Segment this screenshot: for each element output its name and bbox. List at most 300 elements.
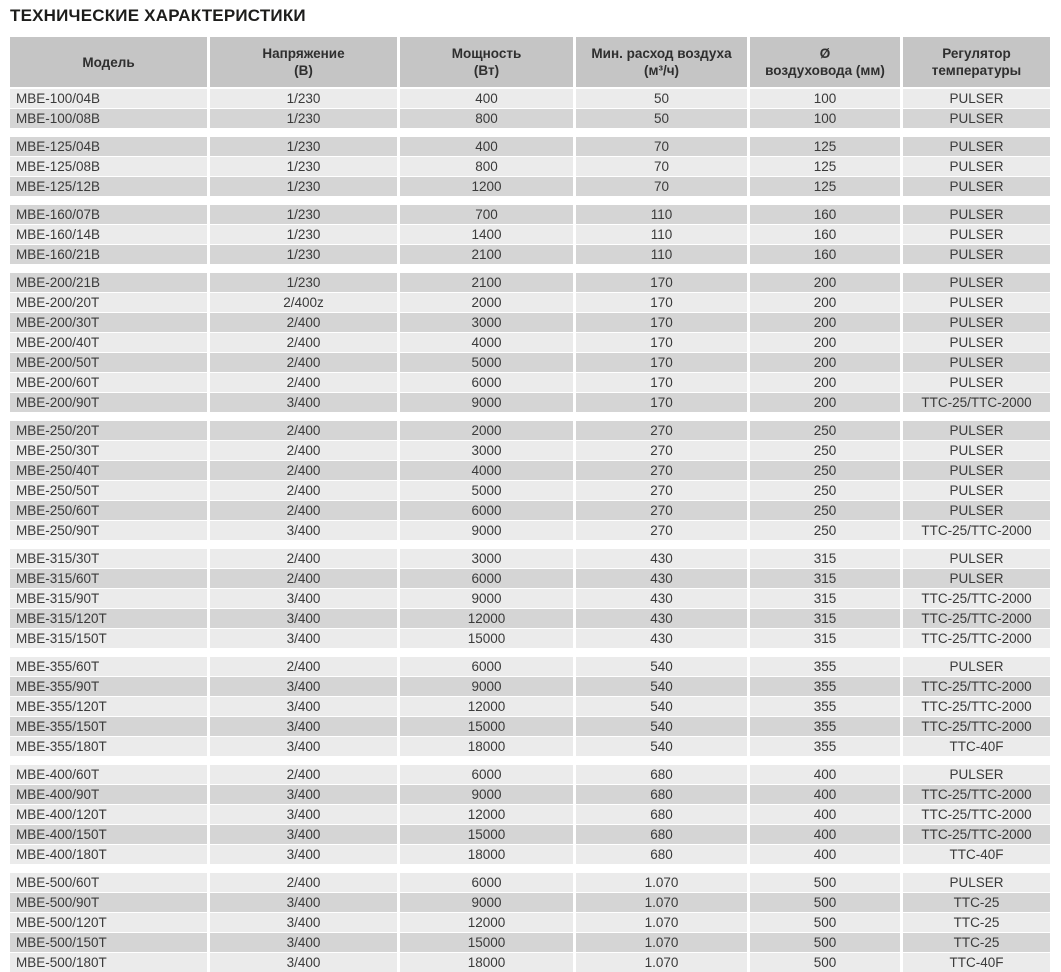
cell-power: 12000 (400, 609, 573, 628)
cell-voltage: 3/400 (210, 677, 397, 696)
cell-model: MBE-160/14B (10, 225, 207, 244)
table-row (10, 845, 1050, 864)
cell-power: 15000 (400, 629, 573, 648)
cell-diameter: 125 (750, 177, 900, 196)
cell-model: MBE-250/50T (10, 481, 207, 500)
table-row (10, 629, 1050, 648)
cell-regulator: PULSER (903, 569, 1050, 588)
cell-model: MBE-355/150T (10, 717, 207, 736)
table-row (10, 657, 1050, 676)
cell-voltage: 3/400 (210, 933, 397, 952)
table-row (10, 353, 1050, 372)
cell-airflow: 110 (576, 205, 747, 224)
cell-airflow: 680 (576, 845, 747, 864)
cell-regulator: PULSER (903, 273, 1050, 292)
cell-voltage: 2/400 (210, 421, 397, 440)
cell-diameter: 125 (750, 137, 900, 156)
cell-airflow: 270 (576, 481, 747, 500)
cell-regulator: PULSER (903, 765, 1050, 784)
table-row (10, 177, 1050, 196)
column-header-label: Модель (82, 54, 135, 70)
cell-airflow: 170 (576, 273, 747, 292)
table-row (10, 89, 1050, 108)
cell-diameter: 355 (750, 697, 900, 716)
cell-voltage: 3/400 (210, 629, 397, 648)
cell-diameter: 400 (750, 845, 900, 864)
cell-airflow: 540 (576, 737, 747, 756)
cell-model: MBE-250/60T (10, 501, 207, 520)
table-row (10, 313, 1050, 332)
cell-airflow: 50 (576, 109, 747, 128)
cell-voltage: 1/230 (210, 137, 397, 156)
cell-voltage: 2/400 (210, 481, 397, 500)
cell-voltage: 2/400 (210, 765, 397, 784)
cell-voltage: 3/400 (210, 785, 397, 804)
cell-airflow: 1.070 (576, 933, 747, 952)
cell-regulator: TTC-40F (903, 953, 1050, 972)
column-header-unit: (Вт) (473, 63, 500, 78)
cell-voltage: 1/230 (210, 273, 397, 292)
cell-diameter: 125 (750, 157, 900, 176)
cell-airflow: 110 (576, 225, 747, 244)
cell-diameter: 250 (750, 441, 900, 460)
column-header-label: Мощность (451, 46, 522, 61)
table-row (10, 737, 1050, 756)
column-header-unit: (В) (294, 63, 313, 78)
table-row (10, 157, 1050, 176)
table-row (10, 521, 1050, 540)
page-title: ТЕХНИЧЕСКИЕ ХАРАКТЕРИСТИКИ (10, 6, 306, 25)
cell-model: MBE-400/60T (10, 765, 207, 784)
cell-regulator: PULSER (903, 501, 1050, 520)
column-header-model (10, 37, 207, 87)
cell-model: MBE-315/30T (10, 549, 207, 568)
table-row (10, 893, 1050, 912)
cell-voltage: 1/230 (210, 245, 397, 264)
column-header-voltage (210, 37, 397, 87)
cell-voltage: 2/400 (210, 569, 397, 588)
cell-diameter: 200 (750, 313, 900, 332)
cell-model: MBE-250/20T (10, 421, 207, 440)
cell-voltage: 3/400 (210, 609, 397, 628)
cell-model: MBE-125/12B (10, 177, 207, 196)
table-row (10, 589, 1050, 608)
cell-regulator: PULSER (903, 313, 1050, 332)
model-series-group (10, 137, 1050, 196)
column-header-label: Напряжение (262, 46, 345, 61)
cell-regulator: PULSER (903, 137, 1050, 156)
cell-airflow: 1.070 (576, 873, 747, 892)
cell-model: MBE-400/120T (10, 805, 207, 824)
model-series-group (10, 273, 1050, 412)
cell-airflow: 540 (576, 677, 747, 696)
cell-power: 800 (400, 157, 573, 176)
cell-regulator: PULSER (903, 333, 1050, 352)
cell-power: 12000 (400, 805, 573, 824)
cell-power: 9000 (400, 521, 573, 540)
cell-diameter: 355 (750, 657, 900, 676)
cell-diameter: 500 (750, 933, 900, 952)
cell-model: MBE-250/30T (10, 441, 207, 460)
cell-model: MBE-355/180T (10, 737, 207, 756)
cell-diameter: 400 (750, 825, 900, 844)
cell-regulator: TTC-25/TTC-2000 (903, 697, 1050, 716)
cell-model: MBE-160/21B (10, 245, 207, 264)
cell-regulator: TTC-25/TTC-2000 (903, 629, 1050, 648)
cell-airflow: 430 (576, 569, 747, 588)
cell-model: MBE-315/120T (10, 609, 207, 628)
table-row (10, 677, 1050, 696)
cell-model: MBE-100/08B (10, 109, 207, 128)
cell-airflow: 270 (576, 501, 747, 520)
table-row (10, 293, 1050, 312)
cell-diameter: 400 (750, 765, 900, 784)
table-row (10, 953, 1050, 972)
cell-diameter: 100 (750, 89, 900, 108)
table-row (10, 205, 1050, 224)
cell-airflow: 680 (576, 825, 747, 844)
cell-regulator: PULSER (903, 657, 1050, 676)
cell-regulator: TTC-25/TTC-2000 (903, 393, 1050, 412)
cell-airflow: 1.070 (576, 893, 747, 912)
cell-airflow: 170 (576, 333, 747, 352)
cell-diameter: 355 (750, 737, 900, 756)
cell-model: MBE-355/120T (10, 697, 207, 716)
cell-regulator: TTC-25/TTC-2000 (903, 589, 1050, 608)
cell-voltage: 1/230 (210, 205, 397, 224)
cell-voltage: 2/400 (210, 441, 397, 460)
cell-airflow: 70 (576, 177, 747, 196)
cell-airflow: 70 (576, 157, 747, 176)
cell-diameter: 315 (750, 569, 900, 588)
model-series-group (10, 873, 1050, 972)
cell-voltage: 2/400 (210, 313, 397, 332)
table-row (10, 245, 1050, 264)
cell-regulator: TTC-25/TTC-2000 (903, 677, 1050, 696)
cell-airflow: 540 (576, 657, 747, 676)
cell-regulator: PULSER (903, 177, 1050, 196)
table-row (10, 461, 1050, 480)
cell-airflow: 540 (576, 697, 747, 716)
cell-power: 800 (400, 109, 573, 128)
cell-regulator: PULSER (903, 373, 1050, 392)
cell-diameter: 355 (750, 717, 900, 736)
cell-diameter: 315 (750, 589, 900, 608)
cell-voltage: 1/230 (210, 177, 397, 196)
cell-model: MBE-500/150T (10, 933, 207, 952)
column-header-diameter (750, 37, 900, 87)
cell-model: MBE-125/04B (10, 137, 207, 156)
cell-power: 6000 (400, 373, 573, 392)
cell-voltage: 1/230 (210, 109, 397, 128)
cell-regulator: PULSER (903, 481, 1050, 500)
cell-model: MBE-250/40T (10, 461, 207, 480)
cell-regulator: TTC-25/TTC-2000 (903, 609, 1050, 628)
table-row (10, 785, 1050, 804)
cell-airflow: 50 (576, 89, 747, 108)
cell-power: 9000 (400, 785, 573, 804)
table-row (10, 225, 1050, 244)
cell-power: 9000 (400, 589, 573, 608)
cell-diameter: 315 (750, 629, 900, 648)
cell-power: 15000 (400, 825, 573, 844)
cell-regulator: PULSER (903, 441, 1050, 460)
cell-airflow: 270 (576, 521, 747, 540)
table-row (10, 609, 1050, 628)
table-row (10, 717, 1050, 736)
cell-airflow: 540 (576, 717, 747, 736)
cell-airflow: 270 (576, 441, 747, 460)
table-row (10, 373, 1050, 392)
table-row (10, 137, 1050, 156)
cell-voltage: 3/400 (210, 893, 397, 912)
cell-diameter: 200 (750, 373, 900, 392)
cell-regulator: TTC-25/TTC-2000 (903, 825, 1050, 844)
cell-power: 18000 (400, 845, 573, 864)
cell-diameter: 250 (750, 421, 900, 440)
table-row (10, 501, 1050, 520)
cell-regulator: PULSER (903, 353, 1050, 372)
cell-airflow: 70 (576, 137, 747, 156)
cell-voltage: 2/400 (210, 373, 397, 392)
cell-power: 9000 (400, 393, 573, 412)
cell-airflow: 1.070 (576, 913, 747, 932)
cell-regulator: TTC-25/TTC-2000 (903, 521, 1050, 540)
cell-diameter: 160 (750, 225, 900, 244)
column-header-label: Ø (819, 46, 831, 61)
cell-model: MBE-315/60T (10, 569, 207, 588)
table-row (10, 333, 1050, 352)
table-row (10, 549, 1050, 568)
cell-voltage: 1/230 (210, 89, 397, 108)
cell-power: 400 (400, 89, 573, 108)
cell-voltage: 3/400 (210, 805, 397, 824)
cell-power: 2000 (400, 421, 573, 440)
cell-power: 4000 (400, 461, 573, 480)
cell-airflow: 430 (576, 549, 747, 568)
cell-diameter: 200 (750, 353, 900, 372)
cell-diameter: 315 (750, 609, 900, 628)
table-row (10, 569, 1050, 588)
column-header-power (400, 37, 573, 87)
table-row (10, 825, 1050, 844)
cell-voltage: 3/400 (210, 521, 397, 540)
cell-voltage: 3/400 (210, 953, 397, 972)
cell-voltage: 3/400 (210, 913, 397, 932)
cell-power: 2100 (400, 273, 573, 292)
table-row (10, 109, 1050, 128)
cell-regulator: PULSER (903, 205, 1050, 224)
model-series-group (10, 549, 1050, 648)
cell-regulator: TTC-25/TTC-2000 (903, 717, 1050, 736)
cell-power: 3000 (400, 313, 573, 332)
cell-airflow: 680 (576, 785, 747, 804)
cell-voltage: 3/400 (210, 845, 397, 864)
cell-regulator: PULSER (903, 293, 1050, 312)
cell-diameter: 500 (750, 873, 900, 892)
column-header-label: Мин. расход воздуха (591, 46, 732, 61)
cell-voltage: 2/400 (210, 501, 397, 520)
table-row (10, 481, 1050, 500)
table-row (10, 913, 1050, 932)
cell-diameter: 200 (750, 333, 900, 352)
cell-diameter: 500 (750, 953, 900, 972)
table-header-row (10, 37, 1050, 87)
table-row (10, 805, 1050, 824)
cell-model: MBE-315/150T (10, 629, 207, 648)
cell-model: MBE-200/30T (10, 313, 207, 332)
cell-power: 5000 (400, 353, 573, 372)
cell-power: 2000 (400, 293, 573, 312)
cell-voltage: 3/400 (210, 589, 397, 608)
cell-airflow: 170 (576, 293, 747, 312)
cell-voltage: 2/400 (210, 549, 397, 568)
table-row (10, 765, 1050, 784)
cell-model: MBE-355/60T (10, 657, 207, 676)
cell-power: 700 (400, 205, 573, 224)
cell-power: 9000 (400, 893, 573, 912)
cell-voltage: 2/400 (210, 353, 397, 372)
cell-model: MBE-200/20T (10, 293, 207, 312)
cell-regulator: TTC-25/TTC-2000 (903, 805, 1050, 824)
cell-model: MBE-160/07B (10, 205, 207, 224)
cell-regulator: PULSER (903, 89, 1050, 108)
table-row (10, 873, 1050, 892)
cell-power: 1400 (400, 225, 573, 244)
column-header-unit: температуры (931, 63, 1022, 78)
cell-model: MBE-200/50T (10, 353, 207, 372)
cell-model: MBE-250/90T (10, 521, 207, 540)
cell-regulator: PULSER (903, 245, 1050, 264)
cell-diameter: 400 (750, 785, 900, 804)
cell-model: MBE-500/120T (10, 913, 207, 932)
page (0, 6, 1061, 970)
cell-model: MBE-400/180T (10, 845, 207, 864)
cell-power: 15000 (400, 933, 573, 952)
model-series-group (10, 657, 1050, 756)
cell-airflow: 430 (576, 609, 747, 628)
cell-power: 6000 (400, 569, 573, 588)
cell-power: 3000 (400, 441, 573, 460)
column-header-label: Регулятор (942, 46, 1011, 61)
cell-power: 3000 (400, 549, 573, 568)
cell-airflow: 170 (576, 393, 747, 412)
cell-regulator: PULSER (903, 157, 1050, 176)
table-body (10, 89, 1050, 972)
cell-regulator: TTC-25 (903, 913, 1050, 932)
model-series-group (10, 205, 1050, 264)
cell-power: 6000 (400, 657, 573, 676)
cell-power: 6000 (400, 501, 573, 520)
cell-diameter: 200 (750, 393, 900, 412)
cell-diameter: 100 (750, 109, 900, 128)
cell-airflow: 110 (576, 245, 747, 264)
cell-airflow: 170 (576, 353, 747, 372)
cell-airflow: 270 (576, 421, 747, 440)
cell-power: 18000 (400, 737, 573, 756)
cell-airflow: 430 (576, 629, 747, 648)
cell-airflow: 170 (576, 373, 747, 392)
cell-diameter: 160 (750, 205, 900, 224)
cell-power: 15000 (400, 717, 573, 736)
cell-voltage: 2/400 (210, 657, 397, 676)
cell-voltage: 1/230 (210, 157, 397, 176)
cell-power: 12000 (400, 697, 573, 716)
table-row (10, 933, 1050, 952)
cell-power: 4000 (400, 333, 573, 352)
cell-diameter: 200 (750, 293, 900, 312)
cell-power: 9000 (400, 677, 573, 696)
cell-regulator: PULSER (903, 461, 1050, 480)
table-row (10, 441, 1050, 460)
cell-model: MBE-200/21B (10, 273, 207, 292)
cell-airflow: 1.070 (576, 953, 747, 972)
cell-power: 6000 (400, 873, 573, 892)
cell-model: MBE-355/90T (10, 677, 207, 696)
cell-airflow: 170 (576, 313, 747, 332)
cell-model: MBE-400/150T (10, 825, 207, 844)
cell-model: MBE-500/90T (10, 893, 207, 912)
cell-diameter: 200 (750, 273, 900, 292)
column-header-unit: воздуховода (мм) (765, 63, 885, 78)
cell-airflow: 430 (576, 589, 747, 608)
cell-model: MBE-200/60T (10, 373, 207, 392)
cell-diameter: 315 (750, 549, 900, 568)
cell-power: 1200 (400, 177, 573, 196)
cell-power: 6000 (400, 765, 573, 784)
cell-power: 400 (400, 137, 573, 156)
cell-regulator: TTC-25 (903, 893, 1050, 912)
cell-diameter: 250 (750, 521, 900, 540)
cell-diameter: 400 (750, 805, 900, 824)
cell-voltage: 2/400 (210, 333, 397, 352)
cell-model: MBE-315/90T (10, 589, 207, 608)
cell-voltage: 3/400 (210, 737, 397, 756)
model-series-group (10, 421, 1050, 540)
cell-model: MBE-200/90T (10, 393, 207, 412)
cell-diameter: 500 (750, 893, 900, 912)
cell-regulator: TTC-25/TTC-2000 (903, 785, 1050, 804)
cell-regulator: TTC-40F (903, 737, 1050, 756)
cell-voltage: 3/400 (210, 393, 397, 412)
cell-voltage: 3/400 (210, 697, 397, 716)
cell-regulator: PULSER (903, 109, 1050, 128)
cell-voltage: 3/400 (210, 717, 397, 736)
model-series-group (10, 89, 1050, 128)
cell-diameter: 250 (750, 481, 900, 500)
cell-model: MBE-500/180T (10, 953, 207, 972)
table-row (10, 421, 1050, 440)
cell-model: MBE-100/04B (10, 89, 207, 108)
cell-regulator: PULSER (903, 421, 1050, 440)
cell-model: MBE-400/90T (10, 785, 207, 804)
cell-voltage: 1/230 (210, 225, 397, 244)
column-header-regulator (903, 37, 1050, 87)
cell-airflow: 680 (576, 765, 747, 784)
cell-regulator: PULSER (903, 873, 1050, 892)
cell-regulator: PULSER (903, 225, 1050, 244)
model-series-group (10, 765, 1050, 864)
table-row (10, 697, 1050, 716)
cell-regulator: TTC-40F (903, 845, 1050, 864)
cell-diameter: 250 (750, 461, 900, 480)
cell-model: MBE-200/40T (10, 333, 207, 352)
cell-diameter: 250 (750, 501, 900, 520)
cell-power: 5000 (400, 481, 573, 500)
cell-voltage: 2/400 (210, 873, 397, 892)
cell-model: MBE-500/60T (10, 873, 207, 892)
cell-voltage: 2/400 (210, 461, 397, 480)
